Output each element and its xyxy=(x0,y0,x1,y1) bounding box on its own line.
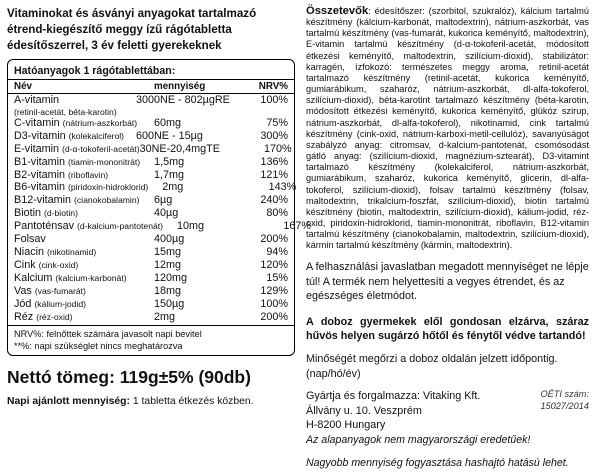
ingredient-quantity: 400µg xyxy=(154,233,185,246)
table-row xyxy=(14,94,288,107)
ingredient-name: B2-vitamin xyxy=(14,168,66,181)
ingredient-form: (kolekalciferol) xyxy=(68,130,125,141)
ingredient-nrv: 240% xyxy=(260,194,288,207)
table-row xyxy=(14,207,288,220)
ingredient-cell xyxy=(14,181,148,194)
ingredient-quantity: 1,7mg xyxy=(154,168,185,181)
left-column xyxy=(7,6,312,408)
ingredient-quantity: 30NE-20,4mgTE xyxy=(139,142,220,155)
active-ingredients-table xyxy=(7,59,312,356)
ingredient-quantity: 6µg xyxy=(154,194,173,207)
daily-dose xyxy=(7,395,295,408)
header-qty: mennyiség xyxy=(154,81,206,92)
table-row xyxy=(14,311,288,324)
table-row xyxy=(14,117,288,130)
ingredient-quantity: 15mg xyxy=(154,245,182,258)
table-body xyxy=(14,94,312,323)
table-title: Hatóanyagok 1 rágótablettában: xyxy=(14,65,176,77)
ingredient-cell xyxy=(14,143,140,156)
ingredient-cell xyxy=(14,156,140,169)
table-row xyxy=(14,142,292,156)
ingredient-nrv: 136% xyxy=(260,155,289,168)
ingredient-quantity: 120mg xyxy=(154,271,188,284)
expiry-note: Minőségét megőrzi a doboz oldalán jelzett időpontig. (nap/hó/év) xyxy=(306,353,558,380)
ingredient-name: Niacin xyxy=(14,245,45,258)
ingredients-text: : édesítőszer: (szorbitol, szukralóz), kálcium tartalmú készítmény (kálcium-karbonát, maltodextrin), nátrium-aszkorbát, vas tartalmú készítmény (vas-fumarát, kukorica keményítő, maltodextrin), E-vitamin tartalmú készítmény (d-α-tokoferil-acetát, módosított étkezési keményítő, maltodextrin, szilícium-dioxid), stabilizátor: karragén, ízfokozó: természetes meggy aroma, retinil-acetát tartalmazó készítmény (retinil-acetát, kukorica keményítő, gumiarábikum, szaharóz, nátrium-aszkorbát, dl-alfa-tokoferol, szilícium-dioxid), béta-karotint tartalmazó készítmény (béta-karotin, módosított étkezési keményítő, kukorica keményítő, glükóz szirup, nátrium-aszkorbát, dl-alfa-tokoferol), nikotinamid, cink tartalmú készítmény (cink-oxid, nátrium-karboxi-metil-cellulóz), savanyúságot szabályzó anyag: citromsav, d-kalcium-pantotenát, csomósodást gátló anyag: (szilícium-dioxid, magnézium-sztearát), D3-vitamint tartalmazó készítmény (kolekalciferol, nátrium-aszkorbát, gumiarábikum, szaharóz, kukorica keményítő, glicerin, dl-alfa-tokoferol, szilícium-dioxid), folsav tartalmú készítmény (folsav, maltodextrin, trikalcium-foszfát, szilícium-dioxid), biotin tartalmú készítmény (biotin, maltodextrin, szilícium-dioxid), kálium-jodid, réz-oxid, piridoxin-hidroklorid, tiamin-mononitrát, riboflavin, B12-vitamin tartalmú készítmény (cianokobalamin, maltodextrin, szilícium-dioxid), kármin tartalmú készítmény (kármin, maltodextrin). xyxy=(306,6,589,251)
ingredient-name: D3-vitamin xyxy=(14,129,66,142)
manufacturer-block xyxy=(306,389,589,432)
footnote-nrv: NRV%: felnőttek számára javasolt napi bevitel xyxy=(14,329,202,340)
ingredient-form: (riboflavin) xyxy=(68,169,109,180)
ingredient-quantity: 18mg xyxy=(154,284,182,297)
table-footnotes xyxy=(8,325,294,352)
ingredient-quantity: 150µg xyxy=(154,297,185,310)
header-name: Név xyxy=(14,81,32,92)
ingredient-cell xyxy=(14,169,140,182)
ingredient-name: B12-vitamin xyxy=(14,194,72,207)
ingredient-cell xyxy=(14,272,140,285)
table-header xyxy=(8,79,294,94)
ingredient-cell xyxy=(14,117,140,130)
ingredient-nrv: 100% xyxy=(260,297,288,310)
ingredient-name: Folsav xyxy=(14,233,46,246)
ingredient-subline: (retinil-acetát, béta-karotin) xyxy=(14,106,117,117)
ingredient-nrv: 75% xyxy=(266,116,288,129)
ingredient-form: (d-biotin) xyxy=(44,208,78,219)
ingredient-cell xyxy=(14,194,140,207)
right-column xyxy=(306,6,589,470)
ingredient-nrv: 300% xyxy=(260,129,288,142)
ingredient-name: E-vitamin xyxy=(14,142,59,155)
ingredient-nrv: 15% xyxy=(266,271,288,284)
ingredient-nrv: 129% xyxy=(260,284,288,297)
ingredient-cell xyxy=(14,207,140,220)
table-row xyxy=(14,156,288,169)
ingredient-cell xyxy=(14,246,140,259)
ingredient-form: (nikotinamid) xyxy=(47,246,97,257)
ingredient-quantity: 2mg xyxy=(154,310,176,323)
manufacturer-line1: Gyártja és forgalmazza: Vitaking Kft. xyxy=(306,390,481,403)
ingredient-form: (tiamin-mononitrát) xyxy=(68,156,141,167)
table-row xyxy=(14,259,288,272)
ingredient-nrv: 100% xyxy=(260,94,288,106)
ingredients-paragraph xyxy=(306,6,589,251)
daily-dose-label: Napi ajánlott mennyiség: xyxy=(7,396,130,408)
ingredient-quantity: 12mg xyxy=(154,258,182,271)
ingredient-cell xyxy=(14,259,140,272)
ingredient-nrv: 200% xyxy=(260,310,288,323)
ingredient-name: Kalcium xyxy=(14,271,53,284)
ingredient-name: B6-vitamin xyxy=(14,181,66,194)
usage-warning: A felhasználási javaslatban megadott mennyiséget ne lépje túl! A termék nem helyettesíti a vegyes étrendet, és az egészséges életmódot. xyxy=(306,261,589,303)
table-row xyxy=(14,272,288,285)
ingredient-form: (cianokobalamin) xyxy=(74,195,140,206)
manufacturer-line2: Állvány u. 10. Veszprém xyxy=(306,404,422,417)
ingredient-cell xyxy=(14,285,140,298)
daily-dose-text: 1 tabletta étkezés közben. xyxy=(129,396,254,408)
ingredient-name: Jód xyxy=(14,297,32,310)
ingredient-cell xyxy=(14,220,163,233)
ingredient-quantity: 600NE - 15µg xyxy=(136,129,203,142)
ingredient-name: A-vitamin xyxy=(14,94,59,106)
ingredient-name: Réz xyxy=(14,310,34,323)
ingredient-form: (réz-oxid) xyxy=(36,311,73,322)
ingredient-name: Cink xyxy=(14,258,36,271)
ingredient-form: (d-α-tokoferil-acetát) xyxy=(62,143,140,154)
ingredient-quantity: 60mg xyxy=(154,116,182,129)
ingredient-form: (cink-oxid) xyxy=(38,259,79,270)
ingredient-quantity: 3000NE - 802µgRE xyxy=(136,94,230,106)
ingredient-form: (vas-fumarát) xyxy=(34,285,86,296)
ingredient-name: B1-vitamin xyxy=(14,155,66,168)
oeti-number: OÉTI szám: 15027/2014 xyxy=(540,389,589,411)
ingredient-nrv: 143% xyxy=(268,181,297,194)
table-row xyxy=(14,298,288,311)
ingredient-quantity: 2mg xyxy=(162,181,184,194)
ingredient-name: Pantoténsav xyxy=(14,220,75,233)
ingredient-cell xyxy=(14,298,140,311)
ingredient-form: (piridoxin-hidroklorid) xyxy=(68,182,149,193)
table-row xyxy=(14,285,288,298)
ingredient-quantity: 1,5mg xyxy=(154,155,185,168)
ingredient-cell xyxy=(14,311,140,324)
ingredients-label: Összetevők xyxy=(306,5,369,17)
ingredient-nrv: 120% xyxy=(260,258,288,271)
ingredient-nrv: 94% xyxy=(266,245,288,258)
net-weight: Nettó tömeg: 119g±5% (90db) xyxy=(7,367,251,388)
ingredient-nrv: 80% xyxy=(266,207,288,220)
ingredient-nrv: 121% xyxy=(260,168,288,181)
table-row xyxy=(14,130,288,143)
table-row xyxy=(14,169,288,182)
ingredient-form: (d-kalcium-pantotenát) xyxy=(77,221,164,232)
ingredient-nrv: 200% xyxy=(260,233,288,246)
table-row xyxy=(14,181,297,194)
ingredient-quantity: 10mg xyxy=(177,220,205,233)
table-row xyxy=(14,194,288,207)
ingredient-name: Vas xyxy=(14,284,32,297)
product-description: Vitaminokat és ásványi anyagokat tartalmazó étrend-kiegészítő meggy ízű rágótabletta édesítőszerrel, 3 év feletti gyerekeknek xyxy=(7,7,257,52)
ingredient-nrv: 170% xyxy=(263,142,292,155)
table-row xyxy=(14,233,288,246)
manufacturer-address xyxy=(306,389,507,432)
ingredient-cell xyxy=(14,130,136,143)
ingredient-form: (kalcium-karbonát) xyxy=(55,272,127,283)
ingredient-quantity: 40µg xyxy=(154,207,179,220)
footnote-daily-need: **%: napi szükséglet nincs meghatározva xyxy=(14,341,183,352)
header-nrv: NRV% xyxy=(258,81,288,92)
ingredient-form: (nátrium-aszkorbát) xyxy=(62,117,138,128)
storage-instructions: A doboz gyermekek elől gondosan elzárva, száraz hűvös helyen sugárzó hőtől és fénytől védve tartandó! xyxy=(306,315,589,343)
ingredient-name: Biotin xyxy=(14,207,42,220)
ingredient-form: (kálium-jodid) xyxy=(34,298,86,309)
ingredient-nrv: 167% xyxy=(283,220,312,233)
origin-note: Az alapanyagok nem magyarországi eredetűek! xyxy=(306,433,531,446)
table-row xyxy=(14,220,312,233)
manufacturer-line3: H-8200 Hungary xyxy=(306,419,386,432)
laxative-warning: Nagyobb mennyiség fogyasztása hashajtó hatású lehet. xyxy=(306,456,569,469)
table-row xyxy=(14,246,288,259)
ingredient-name: C-vitamin xyxy=(14,116,60,129)
